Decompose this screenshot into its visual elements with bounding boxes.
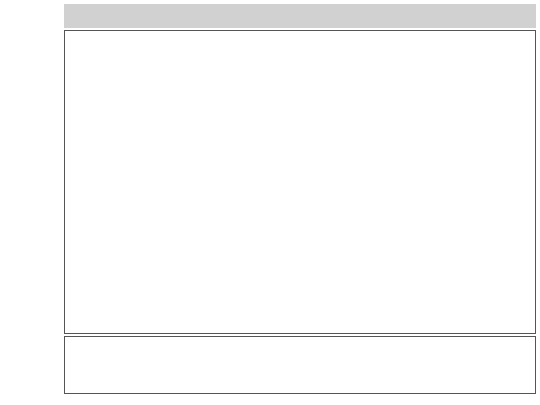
footer: [64, 395, 536, 405]
cost-margin-table: [64, 30, 536, 334]
observations-box: [64, 336, 536, 394]
title-bar: [64, 4, 536, 28]
